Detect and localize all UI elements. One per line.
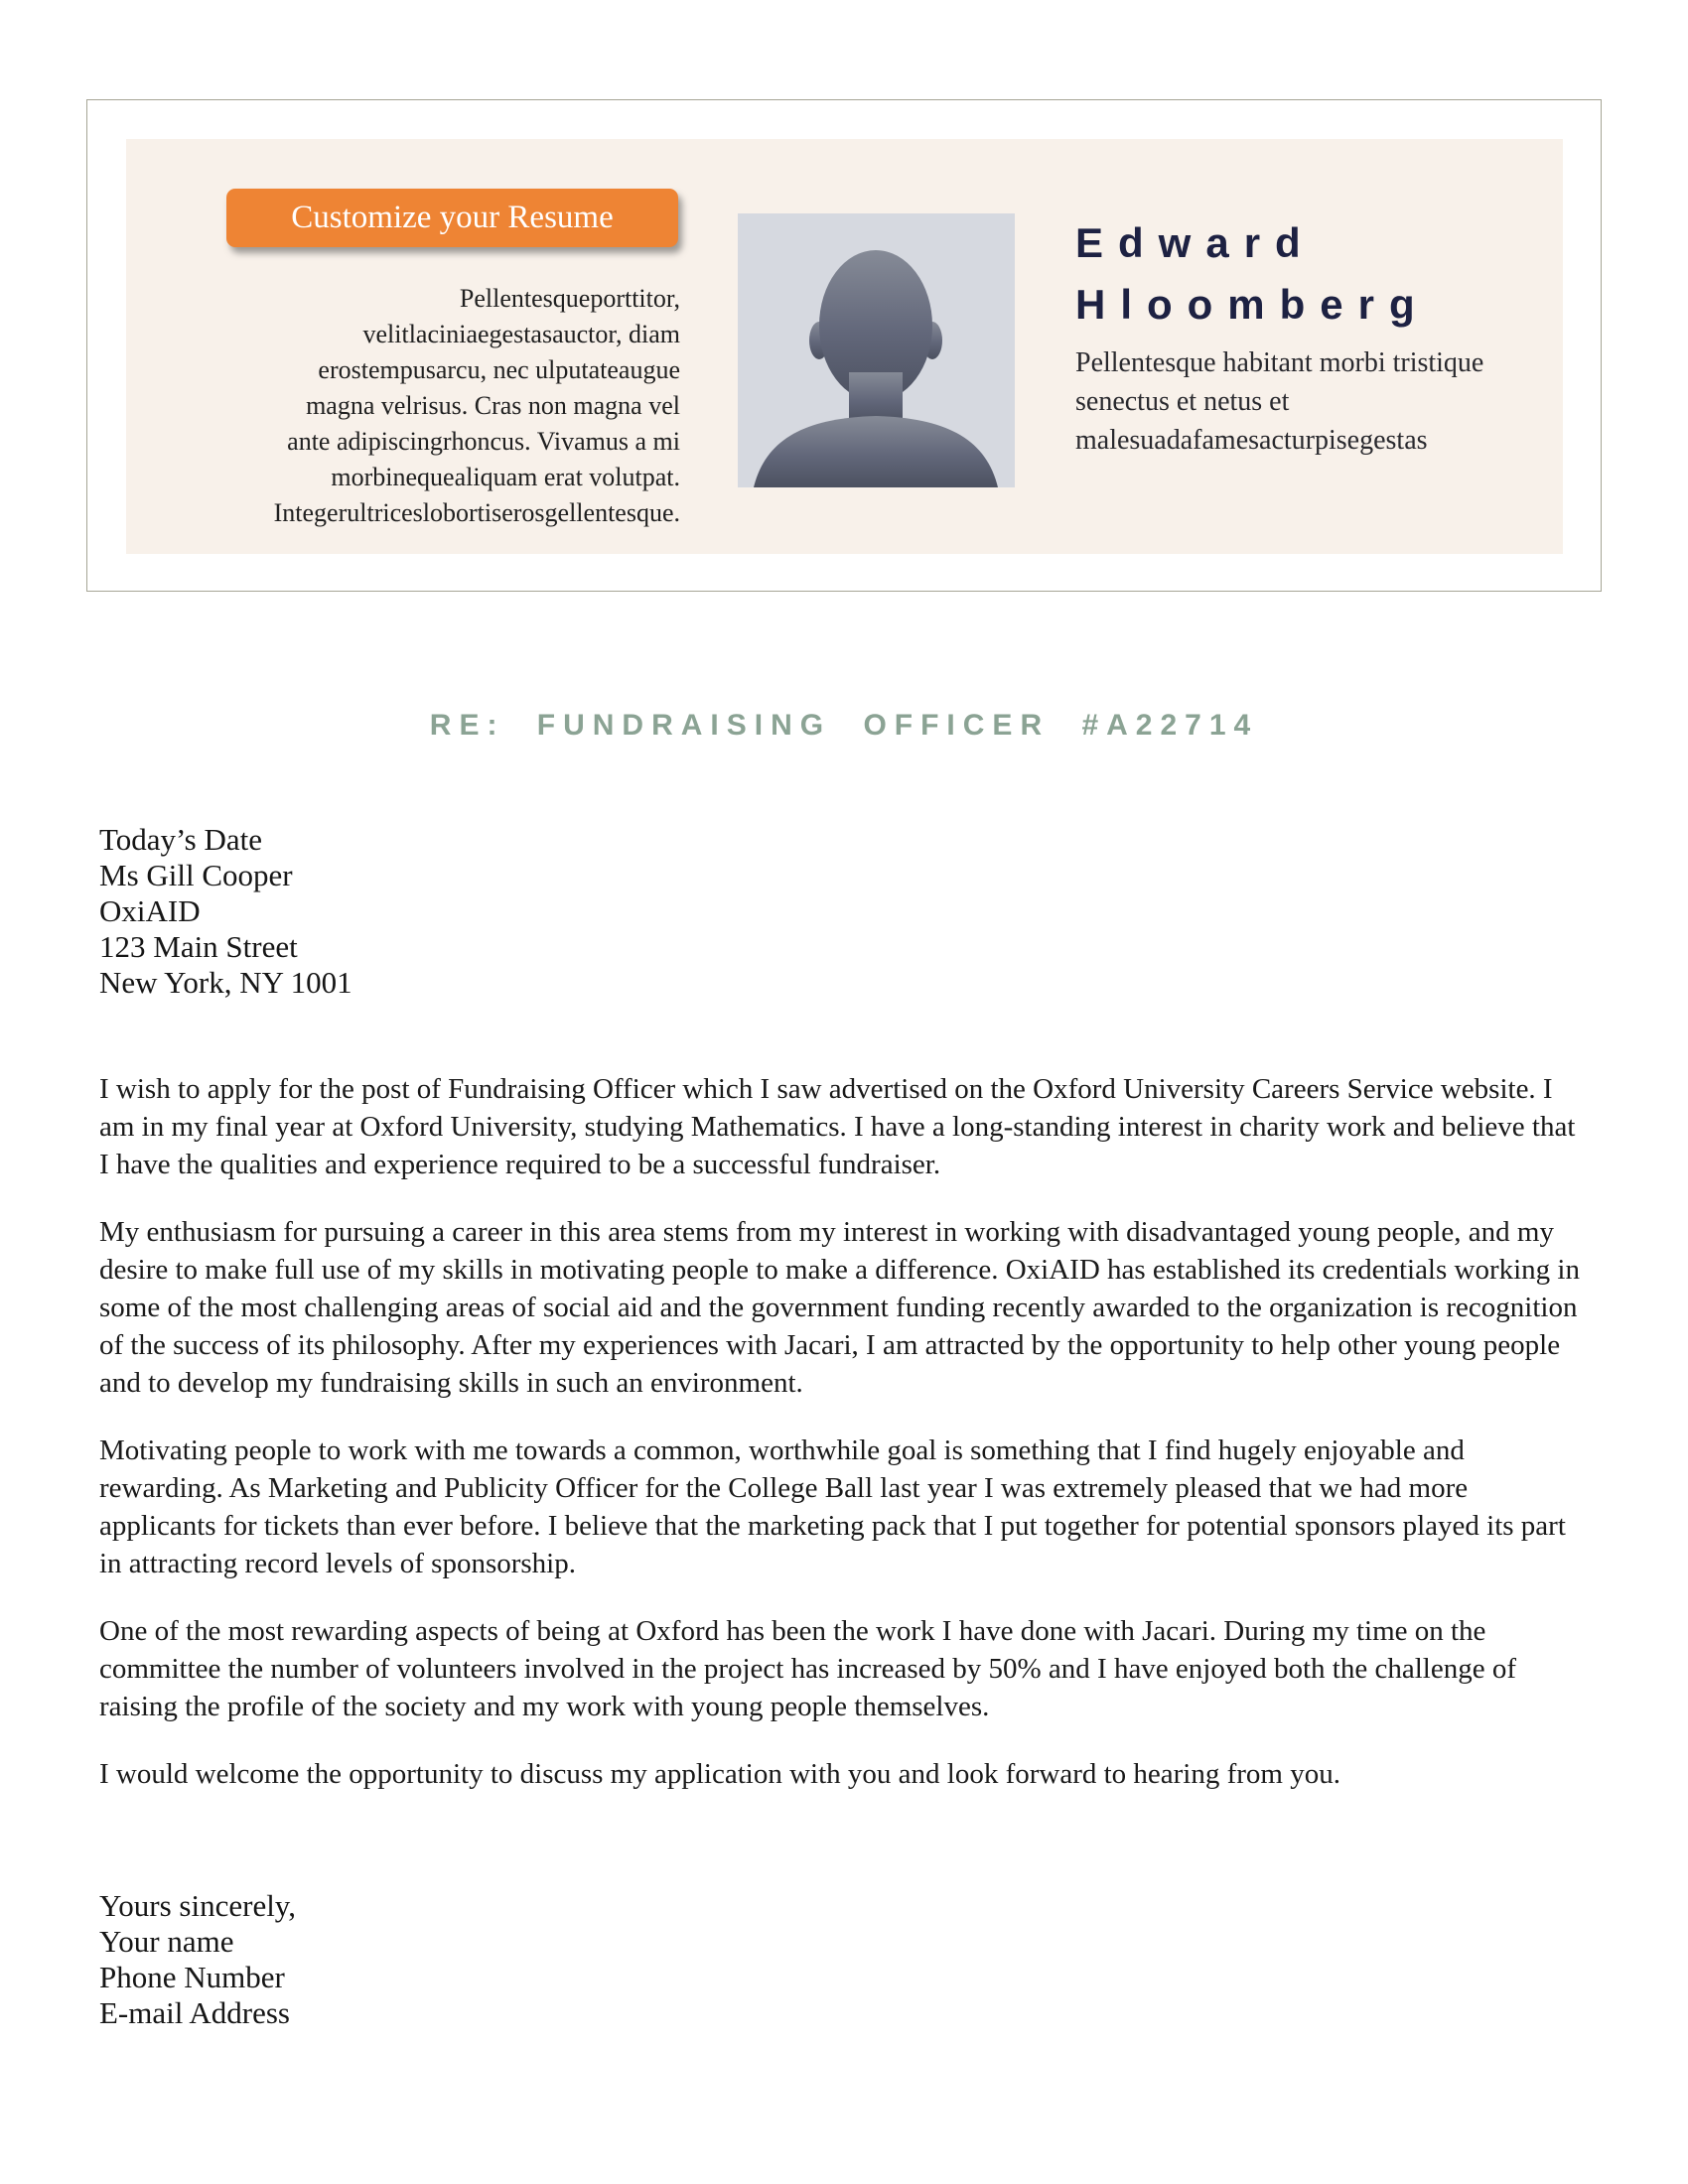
candidate-first-name: Edward [1075, 219, 1316, 266]
closing-name: Your name [99, 1924, 234, 1959]
intro-text [184, 281, 680, 531]
intro-line: magna velrisus. Cras non magna vel [306, 391, 680, 420]
intro-line: ante adipiscingrhoncus. Vivamus a mi [287, 427, 680, 456]
intro-line: morbinequealiquam erat volutpat. [331, 463, 680, 491]
signature-block [99, 1888, 296, 2031]
paragraph: My enthusiasm for pursuing a career in this area stems from my interest in working with disadvantaged young people, and my desire to make full use of my skills in motivating people to make a difference. OxiAID has established its credentials working in some of the most challenging areas of social aid and the government funding recently awarded to the organization is recognition of the success of its philosophy. After my experiences with Jacari, I am attracted by the opportunity to help other young people and to develop my fundraising skills in such an environment. [99, 1216, 1580, 1399]
address-line-date: Today’s Date [99, 822, 262, 857]
subject-line: RE: FUNDRAISING OFFICER #A22714 [429, 709, 1259, 742]
candidate-tagline: Pellentesque habitant morbi tristique senectus et netus et malesuadafamesacturpisegestas [1075, 347, 1484, 456]
letter-body [99, 1070, 1584, 1823]
avatar [738, 213, 1015, 487]
intro-line: Pellentesqueporttitor, [459, 284, 680, 313]
closing-salutation: Yours sincerely, [99, 1888, 297, 1923]
customize-resume-button[interactable]: Customize your Resume [226, 189, 678, 247]
address-line-company: OxiAID [99, 893, 201, 928]
address-line-city: New York, NY 1001 [99, 965, 352, 1000]
closing-phone: Phone Number [99, 1960, 285, 1994]
recipient-address [99, 822, 352, 1001]
address-line-street: 123 Main Street [99, 929, 298, 964]
candidate-last-name: Hloomberg [1075, 281, 1430, 328]
intro-line: velitlaciniaegestasauctor, diam [362, 320, 680, 348]
paragraph: One of the most rewarding aspects of being at Oxford has been the work I have done with Jacari. During my time on the committee the number of volunteers involved in the project has increased by 50% and I have enjoyed both the challenge of raising the profile of the society and my work with young people themselves. [99, 1615, 1516, 1722]
header-card [86, 99, 1602, 592]
person-silhouette-icon [738, 213, 1015, 487]
header-panel [126, 139, 1563, 554]
address-line-name: Ms Gill Cooper [99, 858, 293, 892]
closing-email: E-mail Address [99, 1995, 290, 2030]
paragraph: I would welcome the opportunity to discuss my application with you and look forward to hearing from you. [99, 1758, 1340, 1790]
paragraph: Motivating people to work with me towards a common, worthwhile goal is something that I find hugely enjoyable and rewarding. As Marketing and Publicity Officer for the College Ball last year I was extremely pleased that we had more applicants for tickets than ever before. I believe that the marketing pack that I put together for potential sponsors played its part in attracting record levels of sponsorship. [99, 1434, 1566, 1579]
candidate-name [1075, 212, 1430, 336]
paragraph: I wish to apply for the post of Fundraising Officer which I saw advertised on the Oxford University Careers Service website. I am in my final year at Oxford University, studying Mathematics. I have a long-standing interest in charity work and believe that I have the qualities and experience required to be a successful fundraiser. [99, 1073, 1576, 1180]
intro-line: Integerultriceslobortiserosgellentesque. [273, 498, 680, 527]
intro-line: erostempusarcu, nec ulputateaugue [318, 355, 680, 384]
